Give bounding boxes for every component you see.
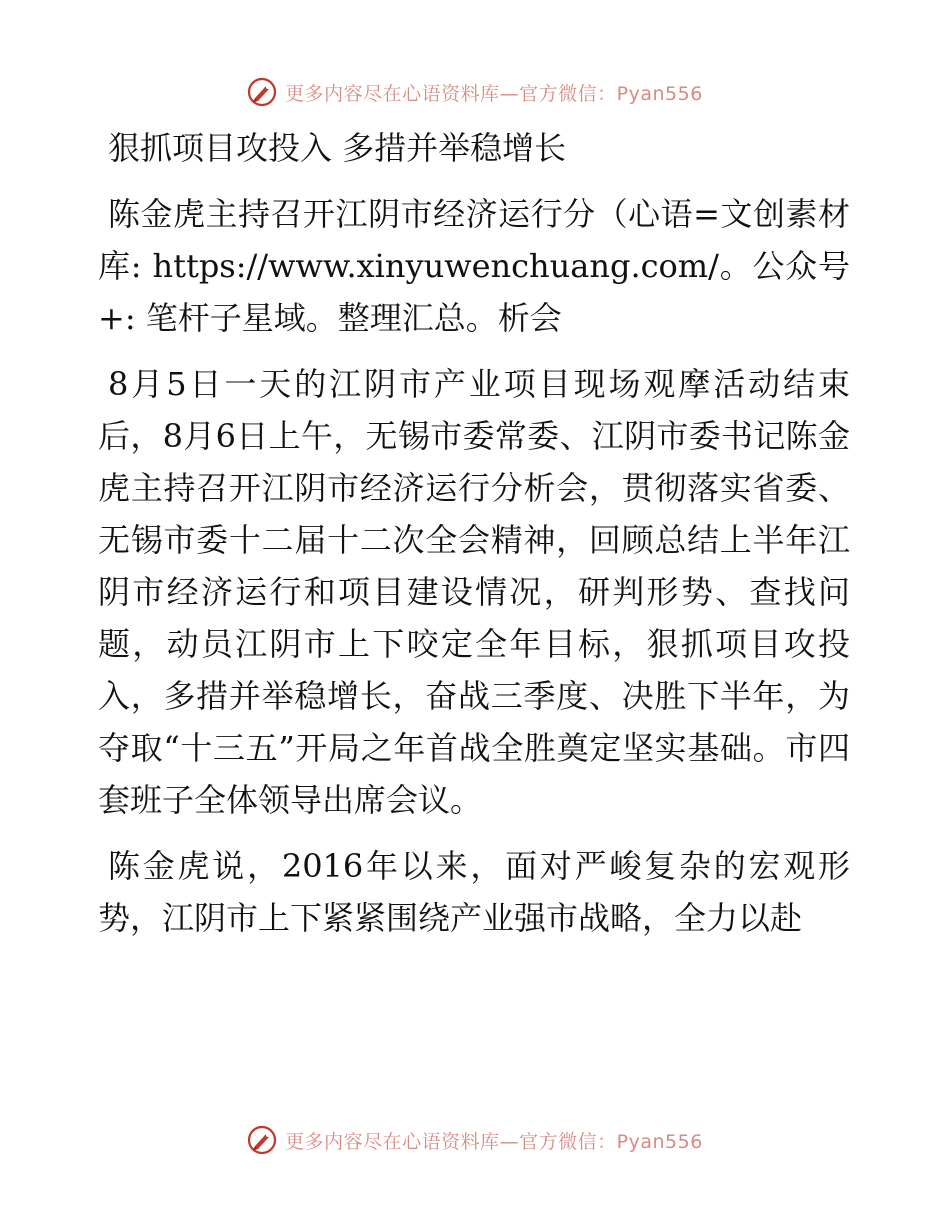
pen-seal-logo-icon	[247, 77, 277, 107]
document-body	[98, 122, 850, 958]
header-watermark-banner	[0, 70, 950, 114]
paragraph: 陈金虎说，2016年以来，面对严峻复杂的宏观形势，江阴市上下紧紧围绕产业强市战略，全力以赴	[98, 847, 850, 937]
pen-seal-logo-icon	[247, 1125, 277, 1155]
paragraph: 陈金虎主持召开江阴市经济运行分（心语=文创素材库: https://www.xinyuwenchuang.com/。公众号+: 笔杆子星域。整理汇总。析会	[98, 195, 850, 337]
watermark-text: 更多内容尽在心语资料库—官方微信：Pyan556	[285, 1130, 703, 1153]
footer-watermark-banner	[0, 1118, 950, 1162]
watermark-text: 更多内容尽在心语资料库—官方微信：Pyan556	[285, 82, 703, 105]
paragraph: 8月5日一天的江阴市产业项目现场观摩活动结束后，8月6日上午，无锡市委常委、江阴市委书记陈金虎主持召开江阴市经济运行分析会，贯彻落实省委、无锡市委十二届十二次全会精神，回顾总结上半年江阴市经济运行和项目建设情况，研判形势、查找问题，动员江阴市上下咬定全年目标，狠抓项目攻投入，多措并举稳增长，奋战三季度、决胜下半年，为夺取“十三五”开局之年首战全胜奠定坚实基础。市四套班子全体领导出席会议。	[98, 365, 850, 819]
document-title: 狠抓项目攻投入 多措并举稳增长	[108, 129, 567, 167]
